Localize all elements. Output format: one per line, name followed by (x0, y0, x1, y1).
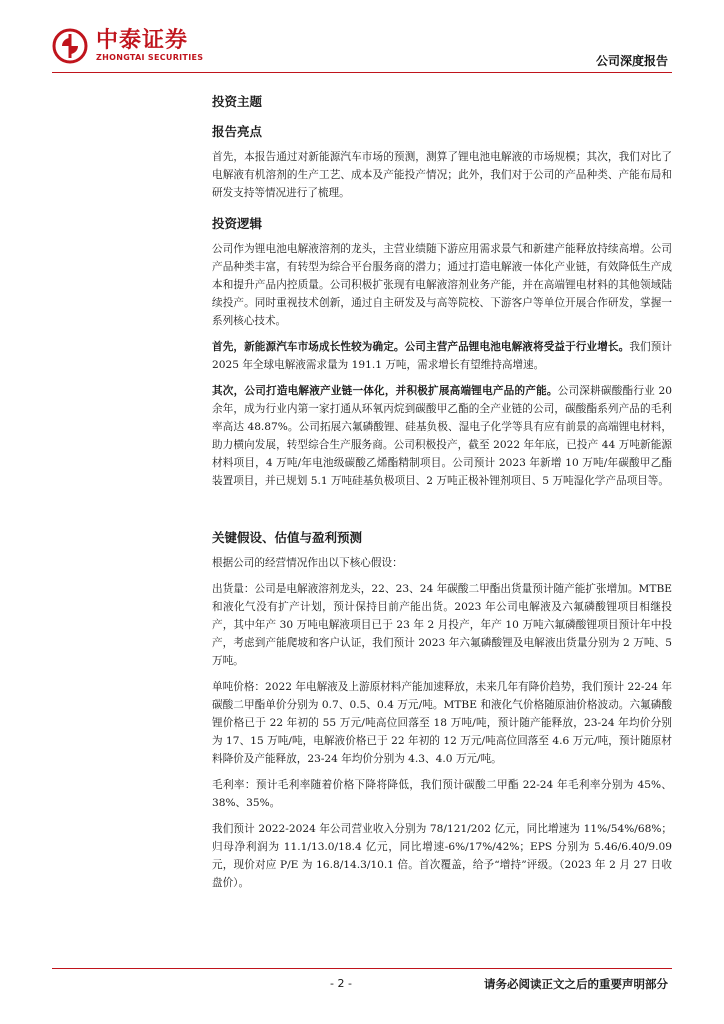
industry-chain-paragraph (212, 382, 672, 490)
assumptions-intro: 根据公司的经营情况作出以下核心假设： (212, 557, 403, 569)
margin-assumption: 毛利率：预计毛利率随着价格下降将降低，我们预计碳酸二甲酯 22-24 年毛利率分别为 45%、38%、35%。 (212, 779, 672, 809)
subsection-title-logic: 投资逻辑 (212, 216, 263, 231)
section-title-assumptions: 关键假设、估值与盈利预测 (212, 530, 363, 545)
market-growth-paragraph (212, 338, 672, 374)
logic-paragraph: 公司作为锂电池电解液溶剂的龙头，主营业绩随下游应用需求景气和新建产能释放持续高增。公司产品种类丰富，有转型为综合平台服务商的潜力；通过打造电解液一体化产业链，有效降低生产成本和提升产品内控质量。公司积极扩张现有电解液溶剂业务产能，并在高端锂电材料的其他领域陆续投产。同时重视技术创新，通过自主研发及与高等院校、下游客户等单位开展合作研发，掌握一系列核心技术。 (212, 243, 672, 327)
earnings-forecast: 我们预计 2022-2024 年公司营业收入分别为 78/121/202 亿元，同比增速为 11%/54%/68%；归母净利润为 11.1/13.0/18.4 亿元，同比增速-6%/17%/42%；EPS 分别为 5.46/6.40/9.09 元，现价对应 P/E 为 16.8/14.3/10.1 倍。首次覆盖，给予“增持”评级。（2023 年 2 月 27 日收盘价）。 (212, 823, 672, 889)
highlights-paragraph: 首先，本报告通过对新能源汽车市场的预测，测算了锂电池电解液的市场规模；其次，我们对比了电解液有机溶剂的生产工艺、成本及产能投产情况；此外，我们对于公司的产品种类、产能布局和研发支持等情况进行了梳理。 (212, 151, 672, 199)
header-divider (52, 72, 672, 73)
zhongtai-logo-icon (52, 28, 88, 64)
page-header (0, 0, 724, 80)
logo-english-name: ZHONGTAI SECURITIES (96, 53, 204, 62)
logo-chinese-name: 中泰证券 (96, 28, 189, 53)
footer-divider (52, 968, 672, 969)
industry-chain-lead: 其次，公司打造电解液产业链一体化，并积极扩展高端锂电产品的产能。 (212, 385, 558, 397)
price-assumption: 单吨价格：2022 年电解液及上游原材料产能加速释放，未来几年有降价趋势，我们预计 22-24 年碳酸二甲酯单价分别为 0.7、0.5、0.4 万元/吨。MTBE 和液化气价格随原油价格波动。六氟磷酸锂价格已于 22 年初的 55 万元/吨高位回落至 18 万吨/吨，预计随产能释放，23-24 年均价分别为 17、15 万吨/吨，电解液价格已于 22 年初的 12 万元/吨高位回落至 4.6 万元/吨，预计随原材料降价及产能释放，23-24 年均价分别为 4.3、4.0 万元/吨。 (212, 681, 672, 765)
section-title-investment-theme: 投资主题 (212, 94, 263, 109)
report-type-label: 公司深度报告 (595, 54, 668, 68)
shipment-assumption: 出货量：公司是电解液溶剂龙头，22、23、24 年碳酸二甲酯出货量预计随产能扩张增加。MTBE 和液化气没有扩产计划，预计保持目前产能出货。2023 年公司电解液及六氟磷酸锂项目相继投产，其中年产 30 万吨电解液项目已于 23 年 2 月投产，年产 10 万吨六氟磷酸锂项目预计年中投产，考虑到产能爬坡和客户认证，我们预计 2023 年六氟磷酸锂及电解液出货量分别为 2 万吨、5 万吨。 (212, 583, 672, 667)
page-number: - 2 - (330, 977, 352, 990)
report-body (212, 92, 672, 892)
disclaimer-note: 请务必阅读正文之后的重要声明部分 (484, 977, 668, 991)
industry-chain-text: 公司深耕碳酸酯行业 20 余年，成为行业内第一家打通从环氧丙烷到碳酸甲乙酯的全产业链的公司，碳酸酯系列产品的毛利率高达 48.87%。公司拓展六氟磷酸锂、硅基负极、湿电子化学等具有应有前景的高端锂电材料，助力横向发展，转型综合生产服务商。公司积极投产，截至 2022 年年底，已投产 44 万吨新能源材料项目，4 万吨/年电池级碳酸乙烯酯精制项目。公司预计 2023 年新增 10 万吨/年碳酸甲乙酯装置项目，并已规划 5.1 万吨硅基负极项目、2 万吨正极补锂剂项目、5 万吨湿化学产品项目等。 (212, 385, 672, 487)
market-growth-text: 我们预计 2025 年全球电解液需求量为 191.1 万吨，需求增长有望维持高增速。 (212, 341, 673, 371)
market-growth-lead: 首先，新能源汽车市场成长性较为确定。公司主营产品锂电池电解液将受益于行业增长。 (212, 341, 630, 353)
subsection-title-highlights: 报告亮点 (212, 124, 263, 139)
company-logo (52, 28, 203, 64)
